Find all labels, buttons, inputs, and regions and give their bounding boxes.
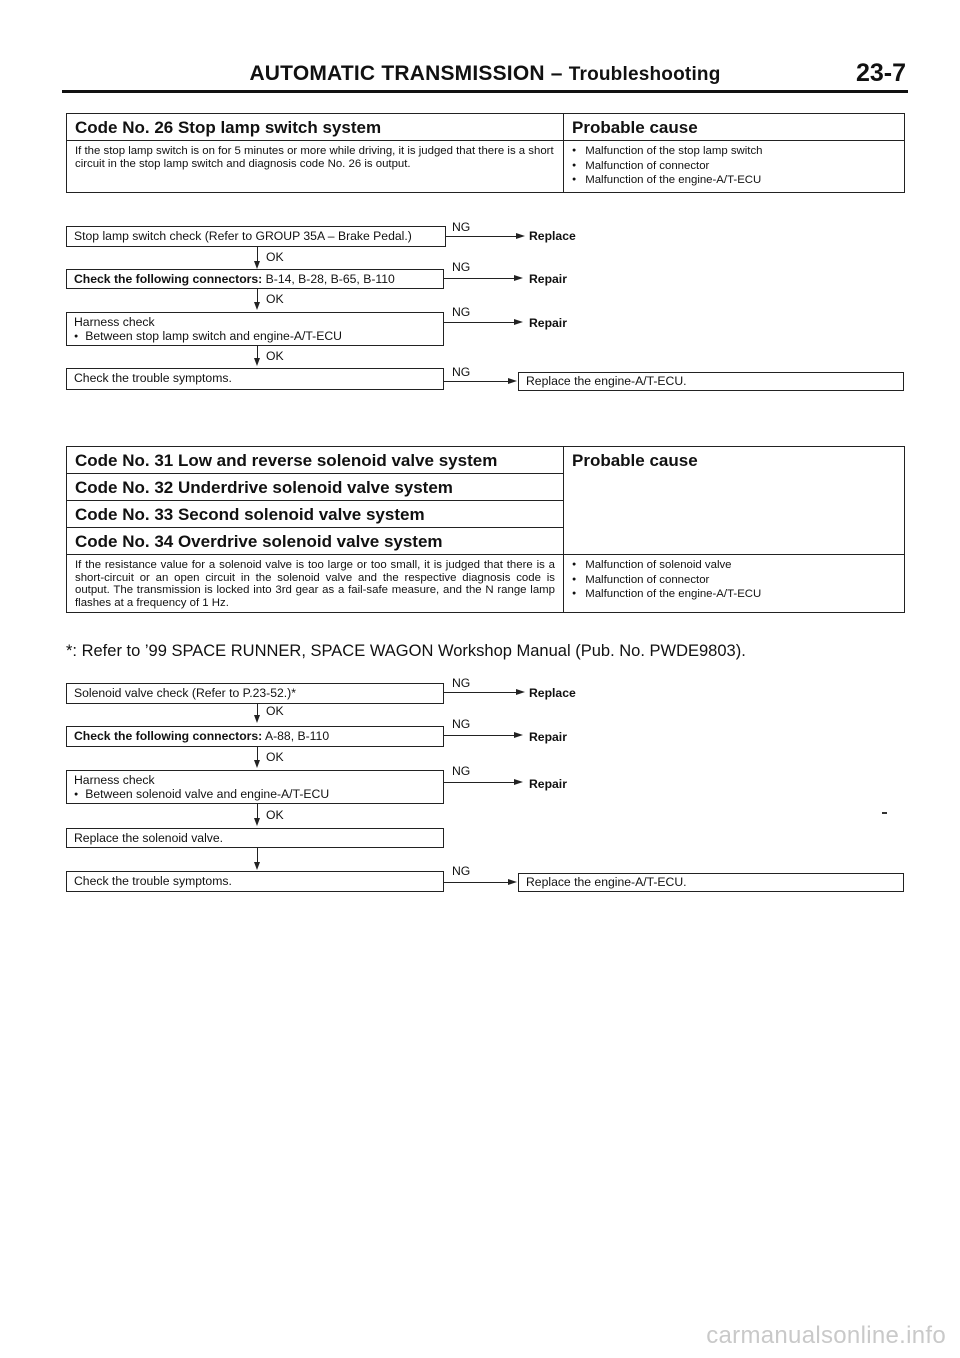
- flow1-ng-arrow-1: [516, 233, 525, 239]
- flow1-ng-line-1: [446, 236, 522, 237]
- flow1-ng-arrow-2: [514, 275, 523, 281]
- footnote: *: Refer to ’99 SPACE RUNNER, SPACE WAGON Workshop Manual (Pub. No. PWDE9803).: [66, 642, 746, 660]
- code31-causes: [564, 555, 905, 613]
- flow2-ok-label-1: OK: [266, 704, 284, 718]
- flow1-ng-label-3: NG: [452, 305, 471, 319]
- flow2-ng-label-2: NG: [452, 717, 471, 731]
- header-rule: [62, 90, 908, 93]
- flow1-result-repair-2: Repair: [529, 316, 567, 330]
- flow2-ok-arrow-1: [254, 715, 260, 723]
- flow1-step-harness: [66, 312, 444, 346]
- watermark: carmanualsonline.info: [706, 1322, 946, 1349]
- flow2-arrow-4: [254, 862, 260, 870]
- flow1-ng-arrow-3: [514, 319, 523, 325]
- flow2-ok-label-2: OK: [266, 750, 284, 764]
- flow2-result-replace: Replace: [529, 686, 576, 700]
- flow2-ng-label-1: NG: [452, 676, 471, 690]
- code31-cause-header: Probable cause: [564, 447, 905, 555]
- flow2-ng-line-2: [444, 735, 520, 736]
- flow2-ok-arrow-2: [254, 760, 260, 768]
- stray-mark: [882, 812, 887, 814]
- code31-cause-item: ● Malfunction of solenoid valve: [572, 559, 896, 574]
- section-subtitle: Troubleshooting: [568, 64, 721, 85]
- flow2-ng-arrow-2: [514, 732, 523, 738]
- flow2-ng-arrow-5: [508, 879, 517, 885]
- flow1-ng-line-4: [444, 381, 512, 382]
- code31-cause-item: ● Malfunction of connector: [572, 574, 896, 589]
- flow2-ng-line-1: [444, 692, 522, 693]
- code26-table: [66, 113, 905, 193]
- page-header: [62, 58, 908, 88]
- section-title: AUTOMATIC TRANSMISSION: [249, 62, 545, 85]
- flow2-ok-arrow-3: [254, 818, 260, 826]
- flow2-ng-arrow-1: [516, 689, 525, 695]
- flow2-ng-line-3: [444, 782, 520, 783]
- code26-description: If the stop lamp switch is on for 5 minutes or more while driving, it is judged that there is a short circuit in the stop lamp switch and diagnosis code No. 26 is output.: [67, 141, 564, 193]
- flow2-result-repair-2: Repair: [529, 777, 567, 791]
- code34-title: Code No. 34 Overdrive solenoid valve system: [67, 528, 564, 555]
- flow1-step-connectors: [66, 269, 444, 289]
- code26-cause-header: Probable cause: [564, 114, 905, 141]
- flow1-harness-title: Harness check: [74, 315, 155, 329]
- code26-title: Code No. 26 Stop lamp switch system: [67, 114, 564, 141]
- code26-cause-item: ● Malfunction of the engine-A/T-ECU: [572, 174, 896, 189]
- flow2-step-connectors: [66, 726, 444, 747]
- flow2-connectors-prefix: Check the following connectors:: [74, 729, 263, 743]
- flow1-ok-label-1: OK: [266, 250, 284, 264]
- flow1-ng-label-2: NG: [452, 260, 471, 274]
- page-number: 23-7: [855, 59, 906, 87]
- code26-cause-item: ● Malfunction of the stop lamp switch: [572, 145, 896, 160]
- code32-title: Code No. 32 Underdrive solenoid valve system: [67, 474, 564, 501]
- flow1-ng-line-3: [444, 322, 520, 323]
- flow2-harness-item: ● Between solenoid valve and engine-A/T-ECU: [74, 787, 436, 804]
- flow1-connectors-list: B-14, B-28, B-65, B-110: [265, 272, 395, 286]
- flow2-step-harness: [66, 770, 444, 804]
- flow1-result-replace: Replace: [529, 229, 576, 243]
- code31-title: Code No. 31 Low and reverse solenoid valve system: [67, 447, 564, 474]
- flow1-connectors-prefix: Check the following connectors:: [74, 272, 263, 286]
- flow1-ng-label-1: NG: [452, 220, 471, 234]
- code31-cause-item: ● Malfunction of the engine-A/T-ECU: [572, 588, 896, 603]
- flow1-ok-arrow-2: [254, 302, 260, 310]
- flow1-ng-label-4: NG: [452, 365, 471, 379]
- flow2-harness-title: Harness check: [74, 773, 155, 787]
- flow1-harness-item: ● Between stop lamp switch and engine-A/T-ECU: [74, 329, 436, 346]
- flow2-connectors-list: A-88, B-110: [264, 729, 330, 743]
- flow2-step-trouble-symptoms: Check the trouble symptoms.: [66, 871, 444, 892]
- flow1-ng-line-2: [444, 278, 520, 279]
- code31-table: [66, 446, 905, 613]
- code26-causes: [564, 141, 905, 193]
- flow2-step-replace-solenoid: Replace the solenoid valve.: [66, 828, 444, 848]
- code26-cause-item: ● Malfunction of connector: [572, 160, 896, 175]
- title-separator: –: [550, 62, 563, 85]
- flow2-ng-label-3: NG: [452, 764, 471, 778]
- code31-description: If the resistance value for a solenoid valve is too large or too small, it is judged that there is a short-circuit or an open circuit in the solenoid valve and the respective diagnosis code is output. The transmission is locked into 3rd gear as a fail-safe measure, and the N range lamp flashes at a frequency of 1 Hz.: [67, 555, 564, 613]
- flow1-result-repair-1: Repair: [529, 272, 567, 286]
- flow2-result-repair-1: Repair: [529, 730, 567, 744]
- flow1-ng-arrow-4: [508, 378, 517, 384]
- flow2-ng-arrow-3: [514, 779, 523, 785]
- flow1-step-trouble-symptoms: Check the trouble symptoms.: [66, 368, 444, 390]
- flow1-step-stop-lamp-check: Stop lamp switch check (Refer to GROUP 35A – Brake Pedal.): [66, 226, 446, 247]
- flow2-ng-label-5: NG: [452, 864, 471, 878]
- flow1-ok-label-3: OK: [266, 349, 284, 363]
- flow2-ok-label-3: OK: [266, 808, 284, 822]
- flow2-result-replace-ecu: Replace the engine-A/T-ECU.: [518, 873, 904, 892]
- flow2-step-solenoid-check: Solenoid valve check (Refer to P.23-52.)*: [66, 683, 444, 704]
- flow1-ok-arrow-1: [254, 261, 260, 269]
- flow2-ng-line-5: [444, 882, 512, 883]
- flow1-ok-arrow-3: [254, 358, 260, 366]
- code33-title: Code No. 33 Second solenoid valve system: [67, 501, 564, 528]
- flow1-ok-label-2: OK: [266, 292, 284, 306]
- page-title: [62, 62, 908, 86]
- flow1-result-replace-ecu: Replace the engine-A/T-ECU.: [518, 372, 904, 391]
